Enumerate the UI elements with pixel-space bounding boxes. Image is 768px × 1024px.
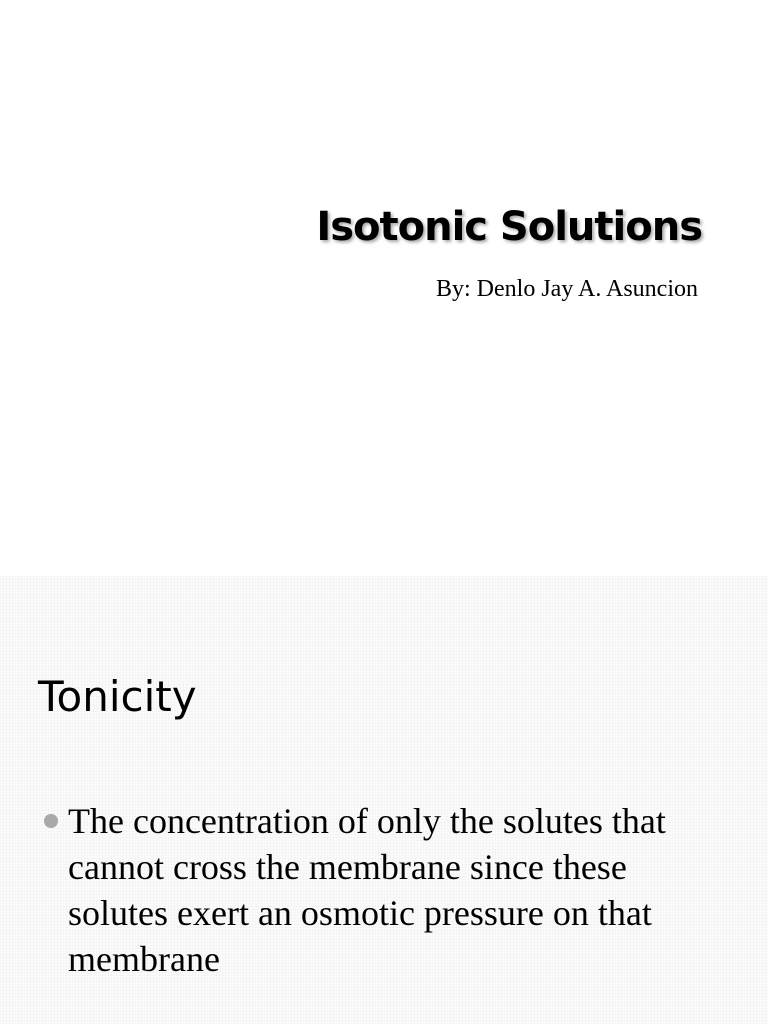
bullet-text: The concentration of only the solutes that cannot cross the membrane since these solutes exert an osmotic pressure on that membrane — [68, 801, 666, 979]
bullet-dot-icon — [44, 814, 58, 828]
slide-title: Isotonic Solutions — [316, 204, 702, 250]
bullet-list — [44, 798, 734, 982]
slide-heading: Tonicity — [38, 672, 197, 721]
bullet-item — [44, 798, 734, 982]
content-slide — [0, 576, 768, 1024]
slide-subtitle: By: Denlo Jay A. Asuncion — [436, 276, 698, 302]
